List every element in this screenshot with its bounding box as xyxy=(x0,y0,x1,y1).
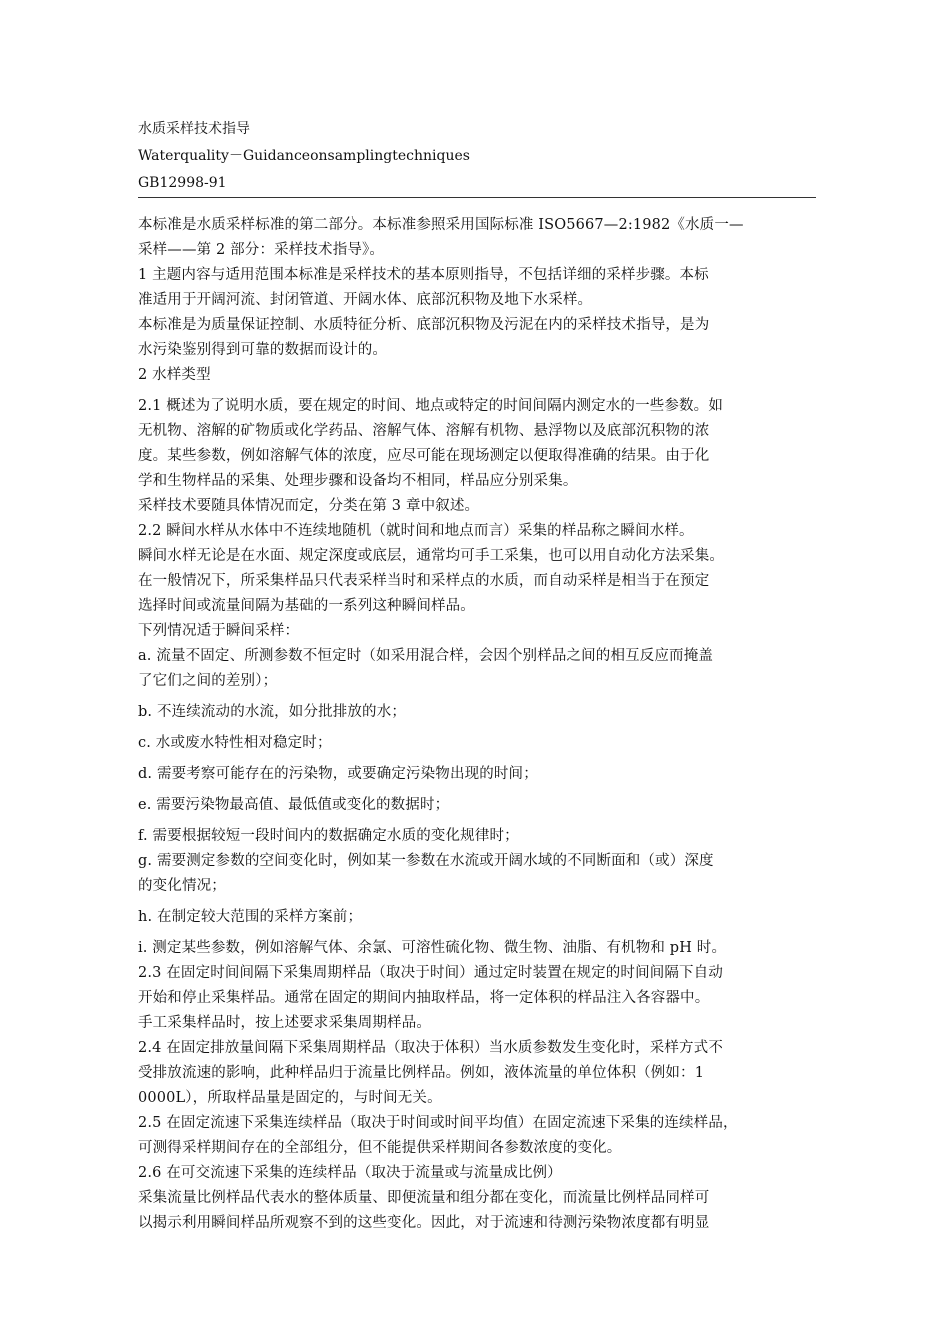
section-2-1-line: 采样技术要随具体情况而定，分类在第 3 章中叙述。 xyxy=(138,498,480,514)
section-1-line: 1 主题内容与适用范围本标准是采样技术的基本原则指导，不包括详细的采样步骤。本标 xyxy=(138,267,709,283)
section-2-3-line: 手工采集样品时，按上述要求采集周期样品。 xyxy=(138,1015,431,1031)
section-2-4-line: 受排放流速的影响，此种样品归于流量比例样品。例如，液体流量的单位体积（例如：1 xyxy=(138,1065,705,1081)
list-item-d: d. 需要考察可能存在的污染物，或要确定污染物出现的时间； xyxy=(138,766,538,782)
section-2-2-line: 在一般情况下，所采集样品只代表采样当时和采样点的水质，而自动采样是相当于在预定 xyxy=(138,573,710,589)
section-1-line: 水污染鉴别得到可靠的数据而设计的。 xyxy=(138,342,388,358)
section-2-6-line: 采集流量比例样品代表水的整体质量、即便流量和组分都在变化，而流量比例样品同样可 xyxy=(138,1190,710,1206)
section-2-2-line: 2.2 瞬间水样从水体中不连续地随机（就时间和地点而言）采集的样品称之瞬间水样。 xyxy=(138,523,694,539)
document-body xyxy=(138,213,828,1236)
section-2-3-line: 开始和停止采集样品。通常在固定的期间内抽取样品，将一定体积的样品注入各容器中。 xyxy=(138,990,710,1006)
list-item-g: 的变化情况； xyxy=(138,878,226,894)
list-item-c: c. 水或废水特性相对稳定时； xyxy=(138,735,332,751)
section-2-6-line: 以揭示利用瞬间样品所观察不到的这些变化。因此，对于流速和待测污染物浓度都有明显 xyxy=(138,1215,710,1231)
title-english: Waterquality－Guidanceonsamplingtechniques xyxy=(138,148,470,164)
section-2-2-line: 选择时间或流量间隔为基础的一系列这种瞬间样品。 xyxy=(138,598,475,614)
section-2-6-line: 2.6 在可交流速下采集的连续样品（取决于流量或与流量成比例） xyxy=(138,1165,562,1181)
section-2-3-line: 2.3 在固定时间间隔下采集周期样品（取决于时间）通过定时装置在规定的时间间隔下自动 xyxy=(138,965,723,981)
section-2-1-line: 2.1 概述为了说明水质，要在规定的时间、地点或特定的时间间隔内测定水的一些参数。如 xyxy=(138,398,723,414)
section-2-4-line: 2.4 在固定排放量间隔下采集周期样品（取决于体积）当水质参数发生变化时，采样方式不 xyxy=(138,1040,723,1056)
list-item-a: a. 流量不固定、所测参数不恒定时（如采用混合样，会因个别样品之间的相互反应而掩盖 xyxy=(138,648,714,664)
section-1-line: 本标准是为质量保证控制、水质特征分析、底部沉积物及污泥在内的采样技术指导，是为 xyxy=(138,317,710,333)
section-2-heading: 2 水样类型 xyxy=(138,367,211,383)
section-2-2-line: 下列情况适于瞬间采样： xyxy=(138,623,300,639)
section-2-5-line: 可测得采样期间存在的全部组分，但不能提供采样期间各参数浓度的变化。 xyxy=(138,1140,622,1156)
list-item-h: h. 在制定较大范围的采样方案前； xyxy=(138,909,363,925)
list-item-f: f. 需要根据较短一段时间内的数据确定水质的变化规律时； xyxy=(138,828,519,844)
list-item-b: b. 不连续流动的水流，如分批排放的水； xyxy=(138,704,406,720)
intro-line: 本标准是水质采样标准的第二部分。本标准参照采用国际标准 ISO5667—2:1982《水质一— xyxy=(138,217,744,233)
header-divider xyxy=(138,197,816,198)
section-2-1-line: 学和生物样品的采集、处理步骤和设备均不相同，样品应分别采集。 xyxy=(138,473,578,489)
standard-number: GB12998-91 xyxy=(138,175,227,191)
section-2-2-line: 瞬间水样无论是在水面、规定深度或底层，通常均可手工采集，也可以用自动化方法采集。 xyxy=(138,548,724,564)
section-2-1-line: 度。某些参数，例如溶解气体的浓度，应尽可能在现场测定以便取得准确的结果。由于化 xyxy=(138,448,710,464)
list-item-a: 了它们之间的差别）； xyxy=(138,673,278,689)
section-2-1-line: 无机物、溶解的矿物质或化学药品、溶解气体、溶解有机物、悬浮物以及底部沉积物的浓 xyxy=(138,423,710,439)
document-header xyxy=(138,116,816,198)
section-2-4-line: 0000L），所取样品量是固定的，与时间无关。 xyxy=(138,1090,442,1106)
title-chinese: 水质采样技术指导 xyxy=(138,121,250,137)
list-item-i: i. 测定某些参数，例如溶解气体、余氯、可溶性硫化物、微生物、油脂、有机物和 pH 时。 xyxy=(138,940,727,956)
section-1-line: 准适用于开阔河流、封闭管道、开阔水体、底部沉积物及地下水采样。 xyxy=(138,292,593,308)
intro-line: 采样——第 2 部分：采样技术指导》。 xyxy=(138,242,385,258)
list-item-g: g. 需要测定参数的空间变化时，例如某一参数在水流或开阔水域的不同断面和（或）深度 xyxy=(138,853,714,869)
section-2-5-line: 2.5 在固定流速下采集连续样品（取决于时间或时间平均值）在固定流速下采集的连续样品， xyxy=(138,1115,738,1131)
list-item-e: e. 需要污染物最高值、最低值或变化的数据时； xyxy=(138,797,450,813)
